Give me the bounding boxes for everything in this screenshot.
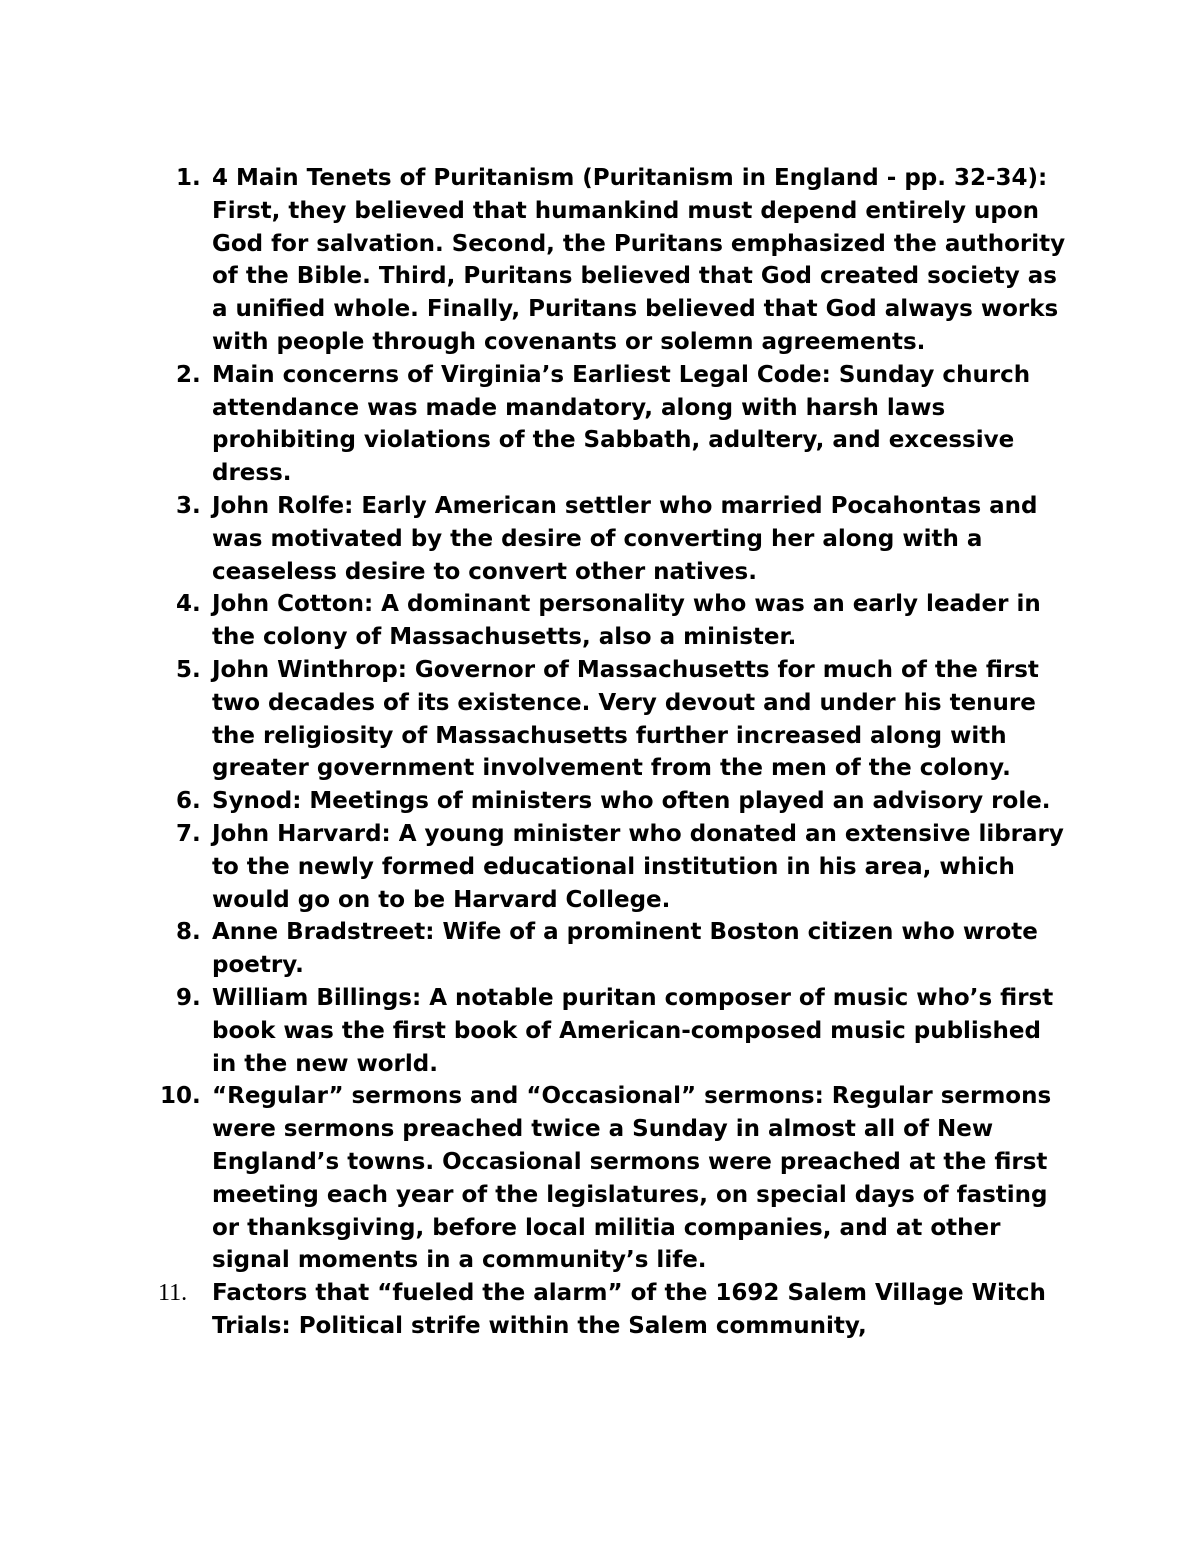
list-item [160,1080,1066,1277]
list-item-text: Synod: Meetings of ministers who often played an advisory role. [212,788,1051,815]
list-item [176,588,1066,654]
list-item-number: 2. [176,361,201,388]
list-item-number: 6. [176,788,201,815]
list-item-number: 8. [176,919,201,946]
list-item-number: 4. [176,591,201,618]
list-item-text: “Regular” sermons and “Occasional” sermons: Regular sermons were sermons preached twice a Sunday in almost all of New England’s towns. Occasional sermons were preached at the first meeting each year of the legislatures, on special days of fasting or thanksgiving, before local militia companies, and at other signal moments in a community’s life. [212,1083,1052,1274]
list-item [176,785,1066,818]
list-item-number: 7. [176,820,201,847]
list-item-text: John Rolfe: Early American settler who married Pocahontas and was motivated by the desire of converting her along with a ceaseless desire to convert other natives. [212,492,1038,585]
list-item-text: John Winthrop: Governor of Massachusetts for much of the first two decades of its existence. Very devout and under his tenure the religiosity of Massachusetts further increased along with greater government involvement from the men of the colony. [212,656,1039,782]
list-item [176,490,1066,588]
list-item [176,818,1066,916]
list-item [176,916,1066,982]
list-item-text: Factors that “fueled the alarm” of the 1692 Salem Village Witch Trials: Political strife within the Salem community, [212,1280,1046,1339]
numbered-list [158,162,1066,1343]
list-item [176,982,1066,1080]
list-item [158,1277,1066,1343]
list-item [176,162,1066,359]
list-item [176,359,1066,490]
list-item-text: 4 Main Tenets of Puritanism (Puritanism in England - pp. 32-34): First, they believed that humankind must depend entirely upon God for salvation. Second, the Puritans emphasized the authority of the Bible. Third, Puritans believed that God created society as a unified whole. Finally, Puritans believed that God always works with people through covenants or solemn agreements. [212,165,1066,355]
list-item-number: 3. [176,492,201,519]
list-item-number: 9. [176,984,201,1011]
list-item-number: 1. [176,165,201,191]
list-item-number: 5. [176,656,201,683]
list-item-text: Anne Bradstreet: Wife of a prominent Boston citizen who wrote poetry. [212,919,1038,979]
list-item-number: 11. [158,1280,188,1307]
list-item-text: John Cotton: A dominant personality who was an early leader in the colony of Massachusetts, also a minister. [212,591,1041,651]
list-item [176,654,1066,785]
list-item-text: William Billings: A notable puritan composer of music who’s first book was the first book of American-composed music published in the new world. [212,984,1054,1077]
list-item-text: John Harvard: A young minister who donated an extensive library to the newly formed educational institution in his area, which would go on to be Harvard College. [212,820,1064,913]
list-item-text: Main concerns of Virginia’s Earliest Legal Code: Sunday church attendance was made mandatory, along with harsh laws prohibiting violations of the Sabbath, adultery, and excessive dress. [212,361,1031,487]
list-item-number: 10. [160,1083,201,1110]
